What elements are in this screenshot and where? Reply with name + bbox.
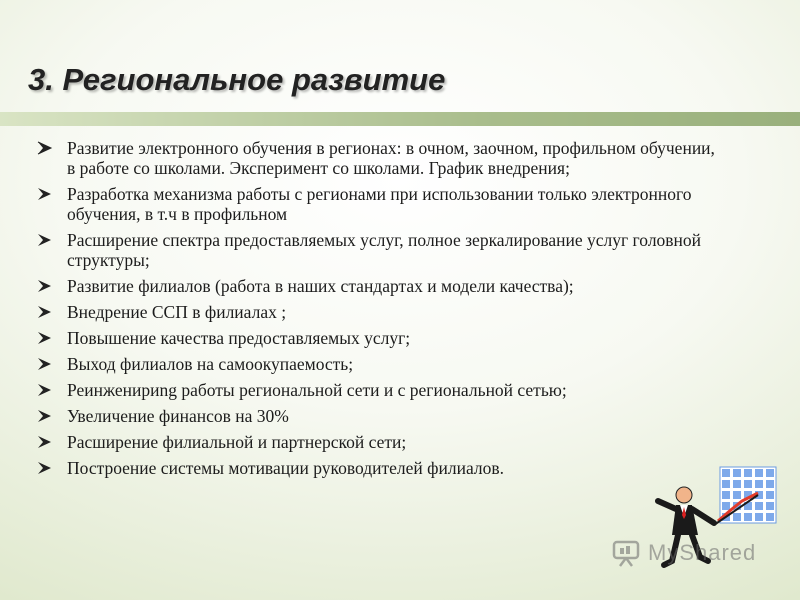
bullet-text: Построение системы мотивации руководителей филиалов. <box>67 458 504 478</box>
arrow-bullet-icon <box>37 141 53 155</box>
presentation-board-icon <box>612 538 642 568</box>
arrow-bullet-icon <box>37 435 53 449</box>
watermark <box>612 536 782 570</box>
bullet-text: Увеличение финансов на 30% <box>67 406 289 426</box>
arrow-bullet-icon <box>37 383 53 397</box>
bullet-text: Выход филиалов на самоокупаемость; <box>67 354 354 374</box>
bullet-item <box>37 432 717 452</box>
arrow-bullet-icon <box>37 305 53 319</box>
bullet-item <box>37 328 717 348</box>
bullet-text: Внедрение ССП в филиалах ; <box>67 302 287 322</box>
arrow-bullet-icon <box>37 409 53 423</box>
bullet-text: Расширение спектра предоставляемых услуг, полное зеркалирование услуг головной структуры; <box>67 230 702 270</box>
arrow-bullet-icon <box>37 233 53 247</box>
bullet-item <box>37 380 717 400</box>
bullet-item <box>37 184 717 224</box>
bullet-text: Реинженириng работы региональной сети и с региональной сетью; <box>67 380 567 400</box>
watermark-text: MyShared <box>648 540 757 565</box>
arrow-bullet-icon <box>37 187 53 201</box>
bullet-item <box>37 354 717 374</box>
arrow-bullet-icon <box>37 279 53 293</box>
slide-title: 3. Региональное развитие <box>28 62 446 97</box>
bullet-text: Развитие филиалов (работа в наших стандартах и модели качества); <box>67 276 574 296</box>
bullet-item <box>37 406 717 426</box>
arrow-bullet-icon <box>37 331 53 345</box>
bullet-item <box>37 276 717 296</box>
bullet-text: Разработка механизма работы с регионами при использовании только электронного обучения, в т.ч в профильном <box>67 184 692 224</box>
bullet-item <box>37 302 717 322</box>
bullet-item <box>37 458 717 478</box>
bullet-text: Повышение качества предоставляемых услуг; <box>67 328 411 348</box>
bullet-text: Расширение филиальной и партнерской сети; <box>67 432 407 452</box>
bullet-item <box>37 230 717 270</box>
bullet-item <box>37 138 717 178</box>
bullet-text: Развитие электронного обучения в регионах: в очном, заочном, профильном обучении, в работе со школами. Эксперимент со школами. График внедрения; <box>67 138 715 178</box>
title-underline-band <box>0 112 800 126</box>
arrow-bullet-icon <box>37 461 53 475</box>
bullet-list <box>37 138 717 484</box>
arrow-bullet-icon <box>37 357 53 371</box>
